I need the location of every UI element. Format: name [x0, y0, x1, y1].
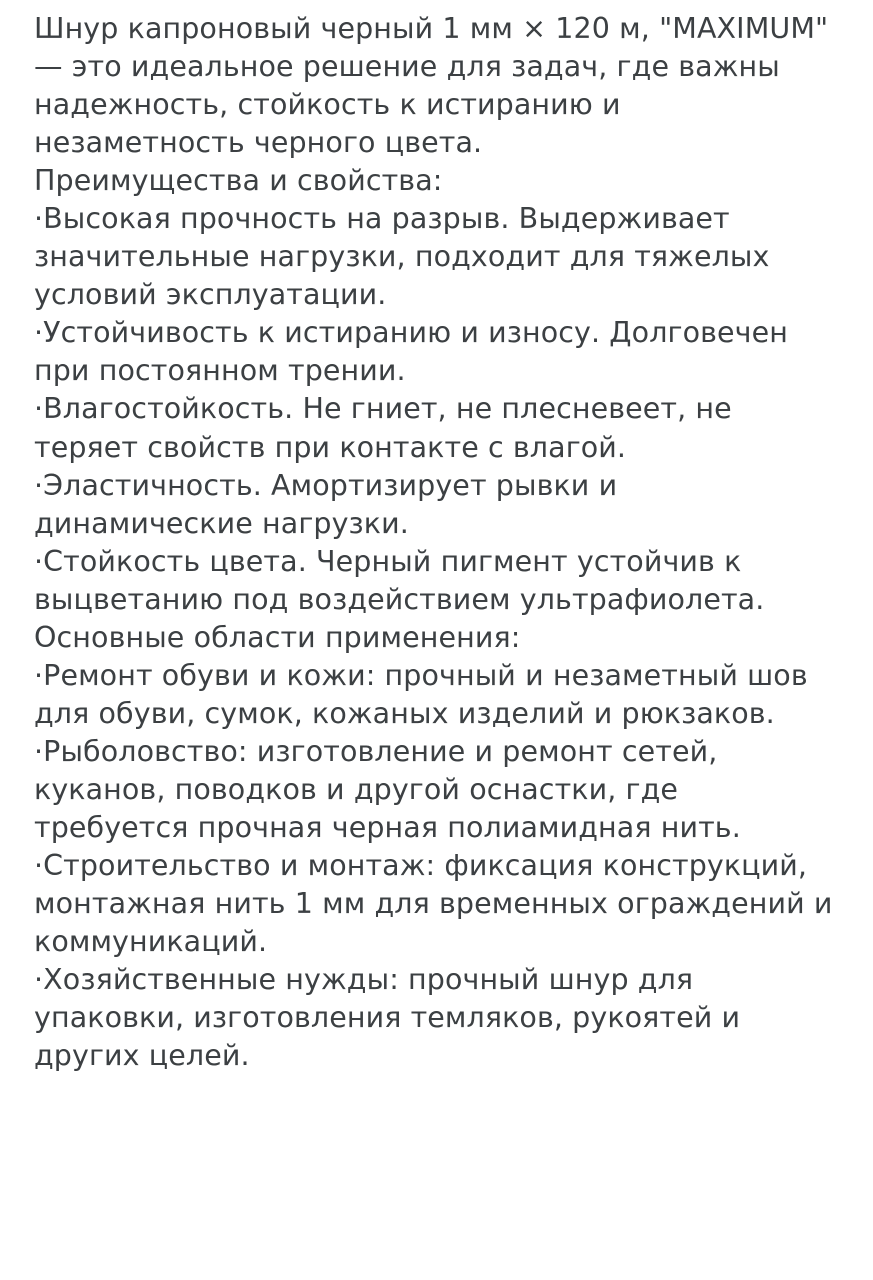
description-paragraph-intro: Шнур капроновый черный 1 мм × 120 м, "MAXIMUM" — это идеальное решение для задач, где важны надежность, стойкость к истиранию и незаметность черного цвета.	[34, 12, 829, 160]
description-bullet-household: ·Хозяйственные нужды: прочный шнур для упаковки, изготовления темляков, рукоятей и других целей.	[34, 963, 741, 1073]
product-description-text	[34, 10, 839, 1075]
description-bullet-strength: ·Высокая прочность на разрыв. Выдерживает значительные нагрузки, подходит для тяжелых условий эксплуатации.	[34, 202, 770, 312]
description-bullet-moisture-resistance: ·Влагостойкость. Не гниет, не плесневеет, не теряет свойств при контакте с влагой.	[34, 392, 732, 464]
description-bullet-fishing: ·Рыболовство: изготовление и ремонт сетей, куканов, поводков и другой оснастки, где требуется прочная черная полиамидная нить.	[34, 734, 741, 844]
description-heading-applications: Основные области применения:	[34, 620, 521, 654]
description-bullet-shoe-leather-repair: ·Ремонт обуви и кожи: прочный и незаметный шов для обуви, сумок, кожаных изделий и рюкзаков.	[34, 658, 808, 730]
description-bullet-abrasion-resistance: ·Устойчивость к истиранию и износу. Долговечен при постоянном трении.	[34, 316, 788, 388]
description-heading-advantages: Преимущества и свойства:	[34, 164, 443, 198]
description-bullet-color-fastness: ·Стойкость цвета. Черный пигмент устойчив к выцветанию под воздействием ультрафиолета.	[34, 544, 765, 616]
description-bullet-elasticity: ·Эластичность. Амортизирует рывки и динамические нагрузки.	[34, 468, 618, 540]
description-bullet-construction: ·Строительство и монтаж: фиксация конструкций, монтажная нить 1 мм для временных ограждений и коммуникаций.	[34, 849, 833, 959]
